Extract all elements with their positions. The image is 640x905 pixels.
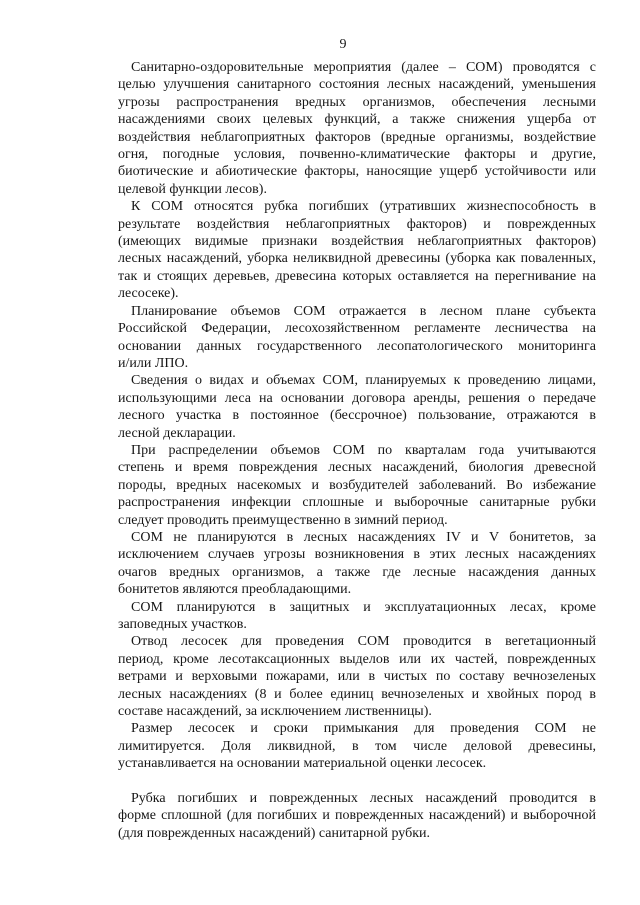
- text-line: Санитарно-оздоровительные мероприятия (далее – СОМ) проводятся с: [131, 60, 596, 75]
- text-line: целью улучшения санитарного состояния лесных насаждений, уменьшения: [118, 77, 596, 93]
- text-line: При распределении объемов СОМ по кварталам года учитываются: [131, 442, 596, 458]
- text-line: степень и время повреждения лесных насаждений, биология древесной: [118, 460, 596, 476]
- page-number: 9: [339, 37, 347, 52]
- text-line: биотические и абиотические факторы, наносящие ущерб устойчивости или: [118, 164, 596, 180]
- document-body: [118, 59, 596, 842]
- text-line: СОМ не планируются в лесных насаждениях IV и V бонитетов, за: [131, 529, 596, 545]
- text-line: Рубка погибших и поврежденных лесных насаждений проводится в: [131, 791, 596, 807]
- text-line: лесосеке).: [118, 286, 179, 302]
- text-line: лимитируется. Доля ликвидной, в том числе деловой древесины,: [118, 738, 596, 754]
- paragraph-bonitet-exclusion: [118, 529, 596, 599]
- text-line: форме сплошной (для погибших и поврежденных насаждений) и выборочной: [118, 808, 596, 824]
- text-line: К СОМ относятся рубка погибших (утративших жизнеспособность в: [131, 199, 596, 215]
- text-line: результате воздействия неблагоприятных факторов) и поврежденных: [118, 216, 596, 232]
- paragraph-sanitary-cutting-forms: [118, 790, 596, 842]
- text-line: породы, вредных насекомых и возбудителей заболеваний. Во избежание: [118, 477, 596, 493]
- paragraph-sanitary-measures-definition: [118, 59, 596, 198]
- text-line: огня, погодные условия, почвенно-климатические факторы и другие,: [118, 147, 596, 163]
- text-line: (имеющих видимые признаки воздействия неблагоприятных факторов): [118, 234, 596, 250]
- text-line: Планирование объемов СОМ отражается в лесном плане субъекта: [131, 303, 596, 319]
- text-line: (для поврежденных насаждений) санитарной рубки.: [118, 825, 430, 841]
- text-line: использующими леса на основании договора аренды, решения о передаче: [118, 390, 596, 406]
- text-line: целевой функции лесов).: [118, 181, 267, 197]
- text-line: СОМ планируются в защитных и эксплуатационных лесах, кроме: [131, 599, 596, 615]
- text-line: следует проводить преимущественно в зимний период.: [118, 512, 448, 528]
- text-line: и/или ЛПО.: [118, 355, 189, 371]
- text-line: лесных насаждений, уборка неликвидной древесины (уборка как поваленных,: [118, 251, 596, 267]
- text-line: Российской Федерации, лесохозяйственном регламенте лесничества на: [118, 321, 596, 337]
- text-line: распространения инфекции сплошные и выборочные санитарные рубки: [118, 495, 596, 511]
- text-line: исключением случаев угрозы возникновения в этих лесных насаждениях: [118, 547, 596, 563]
- paragraph-planning: [118, 303, 596, 373]
- paragraph-protective-forests: [118, 599, 596, 634]
- text-line: устанавливается на основании материальной оценки лесосек.: [118, 756, 487, 772]
- text-line: угрозы распространения вредных организмов, обеспечения лесными: [118, 94, 596, 110]
- text-line: ветрами и верховыми пожарами, или в чистых по составу вечнозеленых: [118, 669, 596, 685]
- text-line: период, кроме лесотаксационных выделов или их частей, поврежденных: [118, 651, 596, 667]
- paragraph-cutting-area-size: [118, 720, 596, 772]
- text-line: воздействия неблагоприятных факторов (вредные организмы, воздействие: [118, 129, 596, 145]
- text-line: Отвод лесосек для проведения СОМ проводится в вегетационный: [131, 634, 596, 650]
- text-line: лесной декларации.: [118, 425, 236, 441]
- text-line: лесного участка в постоянное (бессрочное) пользование, отражаются в: [118, 408, 596, 424]
- text-line: основании данных государственного лесопатологического мониторинга: [118, 338, 596, 354]
- paragraph-quarterly-distribution: [118, 442, 596, 529]
- text-line: бонитетов являются преобладающими.: [118, 582, 352, 598]
- paragraph-som-includes: [118, 198, 596, 302]
- paragraph-forest-declaration: [118, 372, 596, 442]
- text-line: насаждениями своих целевых функций, а также снижения ущерба от: [118, 112, 596, 128]
- text-line: лесных насаждениях (8 и более единиц вечнозеленых и хвойных пород в: [118, 686, 596, 702]
- text-line: Размер лесосек и сроки примыкания для проведения СОМ не: [131, 721, 596, 737]
- paragraph-cutting-area-allotment: [118, 633, 596, 720]
- text-line: очагов вредных организмов, а также где лесные насаждения данных: [118, 564, 596, 580]
- text-line: Сведения о видах и объемах СОМ, планируемых к проведению лицами,: [131, 373, 596, 389]
- text-line: составе насаждений, за исключением лиственницы).: [118, 704, 432, 720]
- text-line: так и стоящих деревьев, древесина которых оставляется на перегнивание на: [118, 268, 596, 284]
- text-line: заповедных участков.: [118, 617, 247, 632]
